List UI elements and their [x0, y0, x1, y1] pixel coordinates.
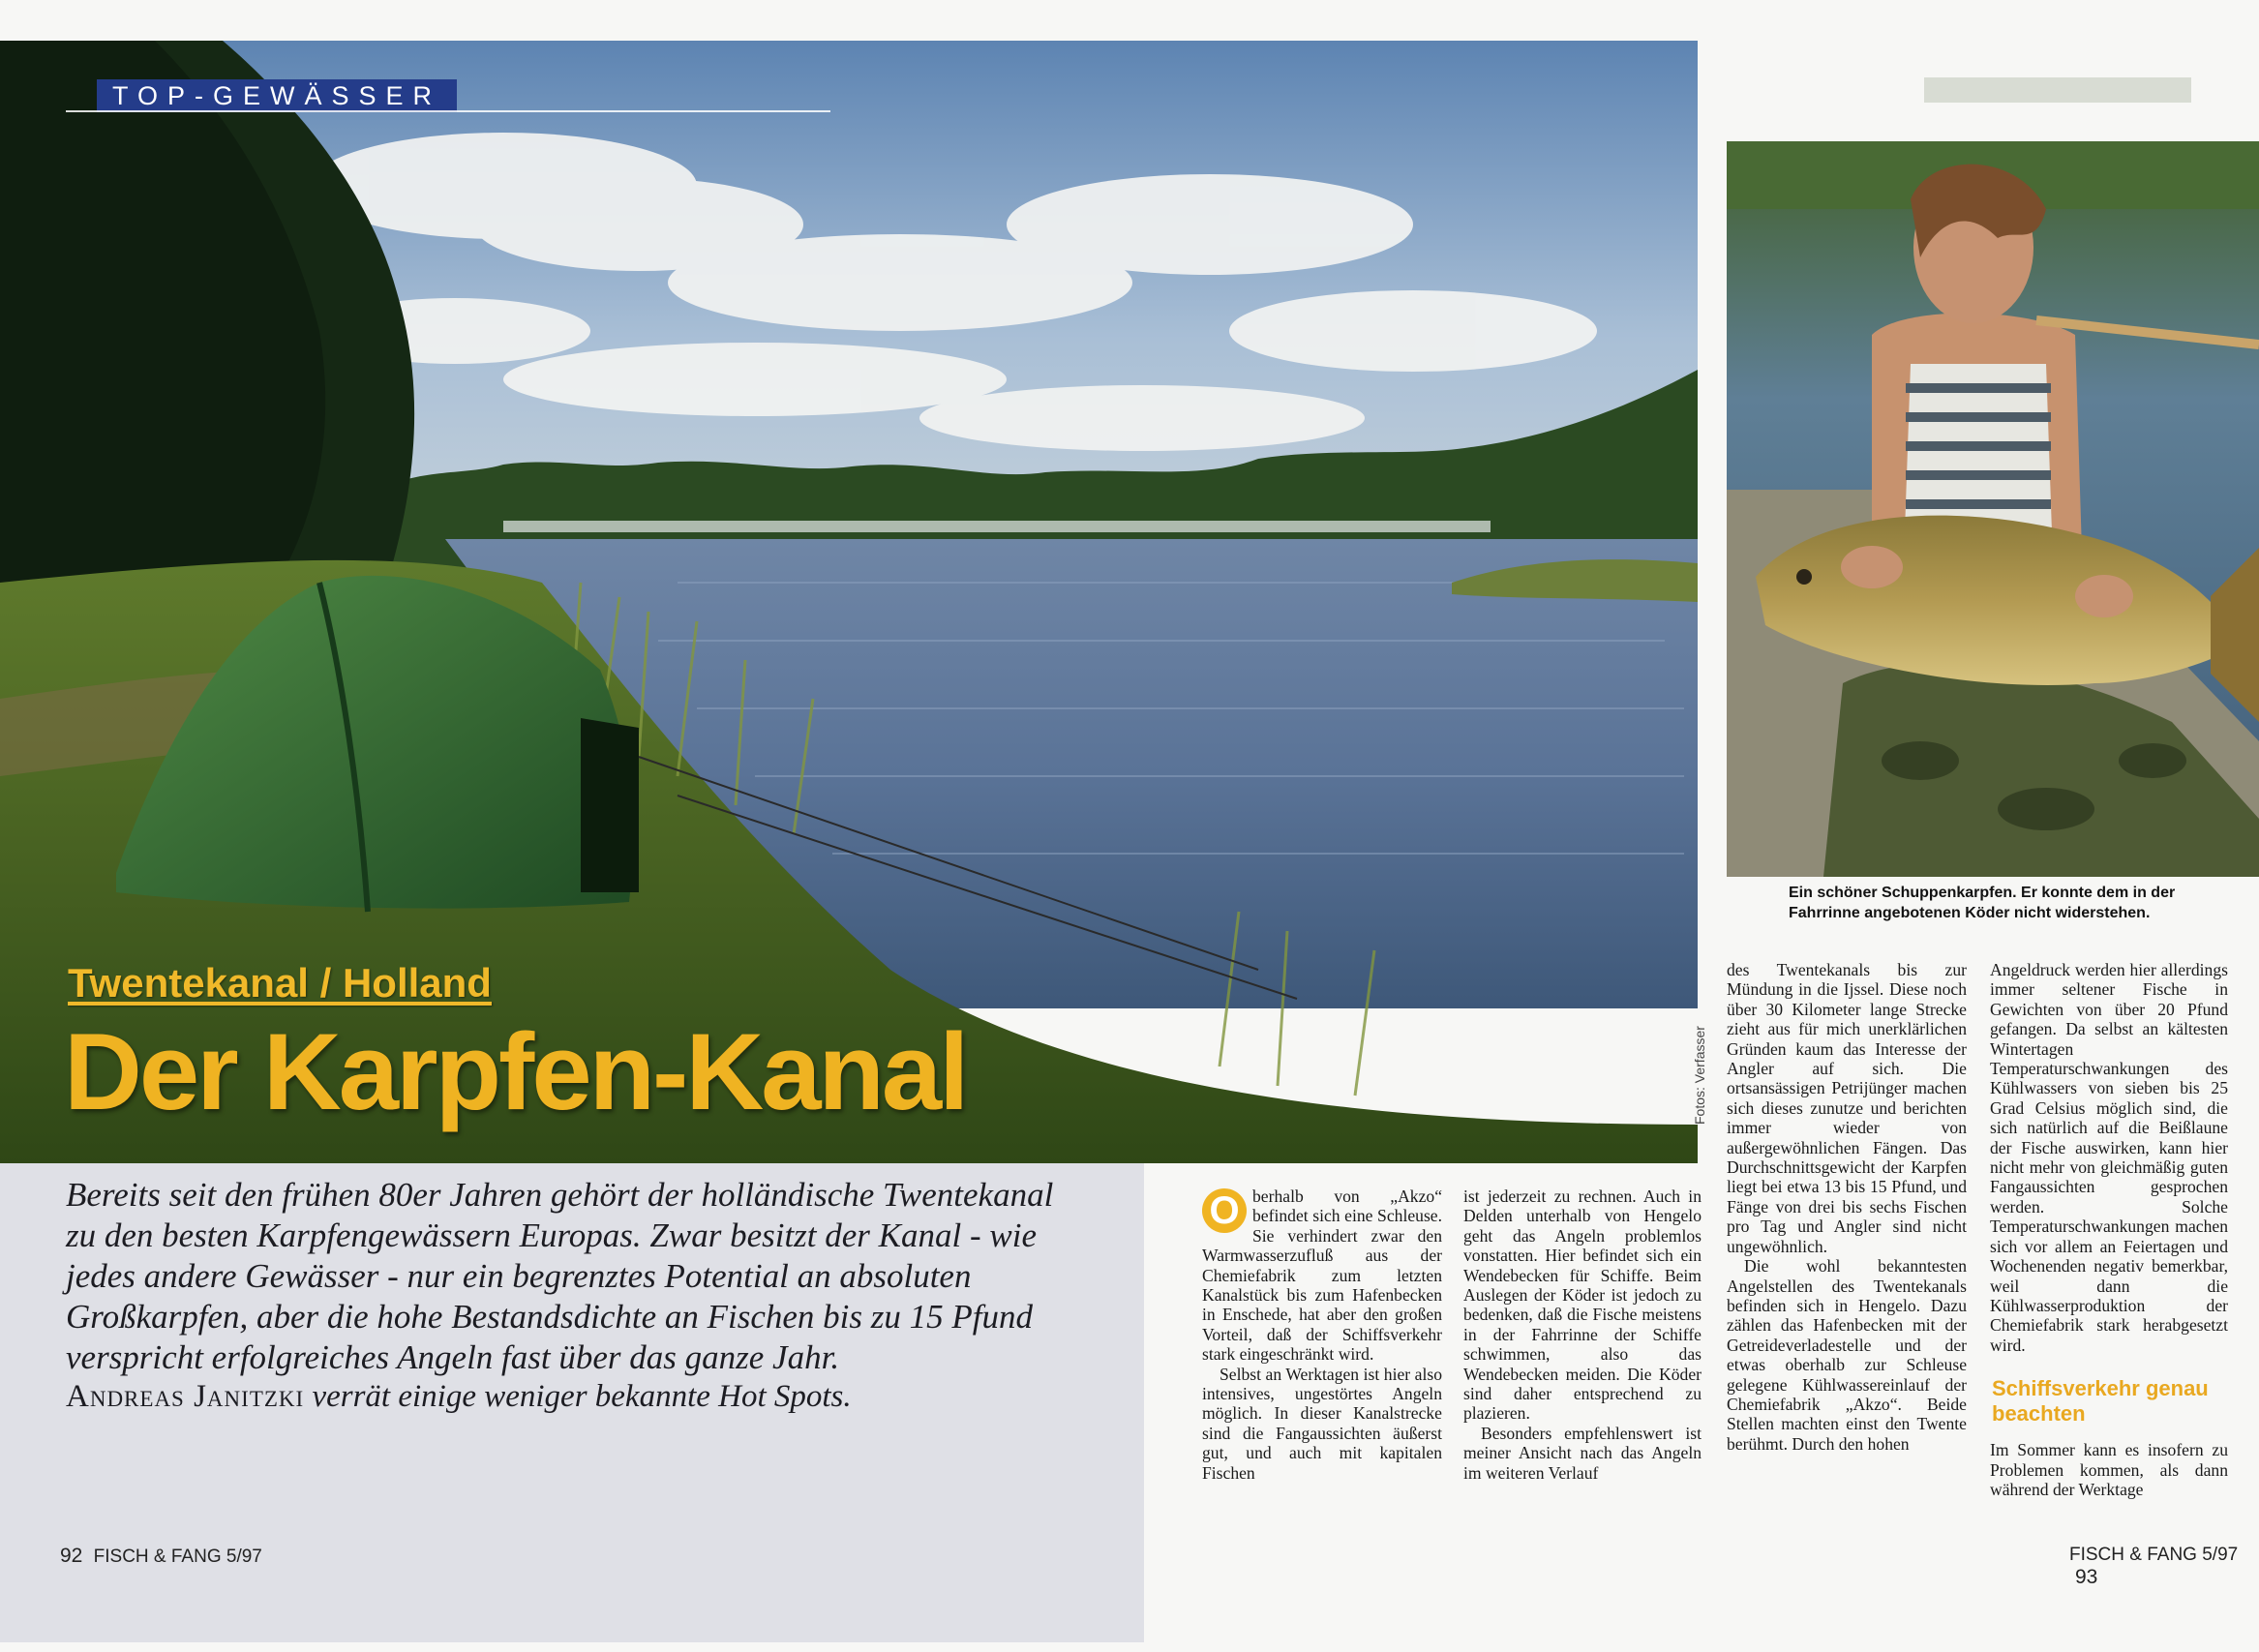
faded-section-tag — [1924, 77, 2191, 103]
drop-cap: O — [1202, 1188, 1247, 1233]
photo-credit: Fotos: Verfasser — [1692, 1026, 1707, 1125]
article-headline: Der Karpfen-Kanal — [64, 1011, 967, 1132]
author-name: Andreas Janitzki — [66, 1379, 305, 1414]
col2-paragraph-2: Besonders empfehlenswert ist meiner Ansicht nach das Angeln im weiteren Verlauf — [1463, 1423, 1702, 1483]
section-tag-rule — [66, 110, 830, 112]
col3-paragraph-1: des Twentekanals bis zur Mündung in die Ijssel. Diese noch über 30 Kilometer lange Strecke zieht aus für mich unerklärlichen Gründen kaum das Interesse der Angler auf sich. Die ortsansässigen Petrijünger machen sich dieses zunutze und berichten immer wieder von außergewöhnlichen Fängen. Das Durchschnittsgewicht der Karpfen liegt bei etwa 13 bis 15 Pfund, und Fänge von drei bis sechs Fischen pro Tag und Angler sind nicht ungewöhnlich. — [1727, 960, 1967, 1256]
col4-subheading: Schiffsverkehr genau beachten — [1992, 1376, 2209, 1427]
section-tag: TOP-GEWÄSSER — [97, 79, 457, 112]
col2-paragraph-1: ist jederzeit zu rechnen. Auch in Delden unterhalb von Hengelo geht das Angeln problemlos vonstatten. Hier befindet sich ein Wendebecken für Schiffe. Beim Auslegen der Köder ist jedoch zu bedenken, daß die Fische meistens in der Fahrrinne der Schiffe schwimmen, also das Wendebecken meiden. Die Köder sind daher entsprechend zu plazieren. — [1463, 1186, 1702, 1424]
col1-paragraph-2: Selbst an Werktagen ist hier also intensives, ungestörtes Angeln möglich. In dieser Kanalstrecke sind die Fangaussichten äußerst gut, und auch mit kapitalen Fischen — [1202, 1364, 1442, 1483]
text-column-4 — [1990, 960, 2228, 1499]
text-column-3 — [1727, 960, 1967, 1454]
col3-paragraph-2: Die wohl bekanntesten Angelstellen des Twentekanals befinden sich in Hengelo. Dazu zählen das Hafenbecken mit der Getreideverladestelle und der etwas oberhalb zur Schleuse gelegene Kühlwassereinlauf der Chemiefabrik „Akzo“. Beide Stellen machten einst den Twente berühmt. Durch den hohen — [1727, 1256, 1967, 1454]
col4-paragraph-2: Im Sommer kann es insofern zu Problemen kommen, als dann während der Werktage — [1990, 1440, 2228, 1499]
right-page-number: 93 — [2075, 1566, 2098, 1588]
left-magazine-name: FISCH & FANG 5/97 — [93, 1547, 262, 1567]
author-suffix: verrät einige weniger bekannte Hot Spots. — [312, 1379, 852, 1414]
side-photo-angler-carp — [1727, 141, 2259, 877]
col1-paragraph-1: berhalb von „Akzo“ befindet sich eine Schleuse. Sie verhindert zwar den Warmwasserzufluß aus der Chemiefabrik zum letzten Kanalstück bis zum Hafenbecken in Enschede, hat aber den großen Vorteil, daß der Schiffsverkehr stark eingeschränkt wird. — [1202, 1186, 1442, 1365]
text-column-1 — [1202, 1186, 1442, 1483]
article-kicker: Twentekanal / Holland — [68, 960, 492, 1006]
page-footer-left — [60, 1545, 262, 1568]
right-magazine-name: FISCH & FANG 5/97 — [2069, 1545, 2239, 1565]
photo-caption: Ein schöner Schuppenkarpfen. Er konnte dem in der Fahrrinne angebotenen Köder nicht widerstehen. — [1789, 885, 2176, 921]
col4-paragraph-1: Angeldruck werden hier allerdings immer seltener Fische in Gewichten von über 20 Pfund gefangen. Da selbst an kältesten Wintertagen Temperaturschwankungen des Kühlwassers von sieben bis 25 Grad Celsius möglich sind, die sich natürlich auf die Beißlaune der Fische auswirken, kann hier nicht mehr von gleichmäßig guten Fangaussichten gesprochen werden. Solche Temperaturschwankungen machen sich vor allem an Feiertagen und Wochenenden negativ bemerkbar, weil dann die Kühlwasserproduktion der Chemiefabrik stark herabgesetzt wird. — [1990, 960, 2228, 1355]
text-column-2 — [1463, 1186, 1702, 1483]
left-page-number: 92 — [60, 1545, 83, 1567]
intro-author-line — [66, 1379, 1092, 1415]
page-footer-right — [2069, 1545, 2259, 1589]
intro-text: Bereits seit den frühen 80er Jahren gehört der holländische Twentekanal zu den besten Karpfengewässern Europas. Zwar besitzt der Kanal - wie jedes andere Gewässer - nur ein begrenztes Potential an absoluten Großkarpfen, aber die hohe Bestandsdichte an Fischen bis zu 15 Pfund verspricht erfolgreiches Angeln fast über das ganze Jahr. — [66, 1176, 1054, 1376]
